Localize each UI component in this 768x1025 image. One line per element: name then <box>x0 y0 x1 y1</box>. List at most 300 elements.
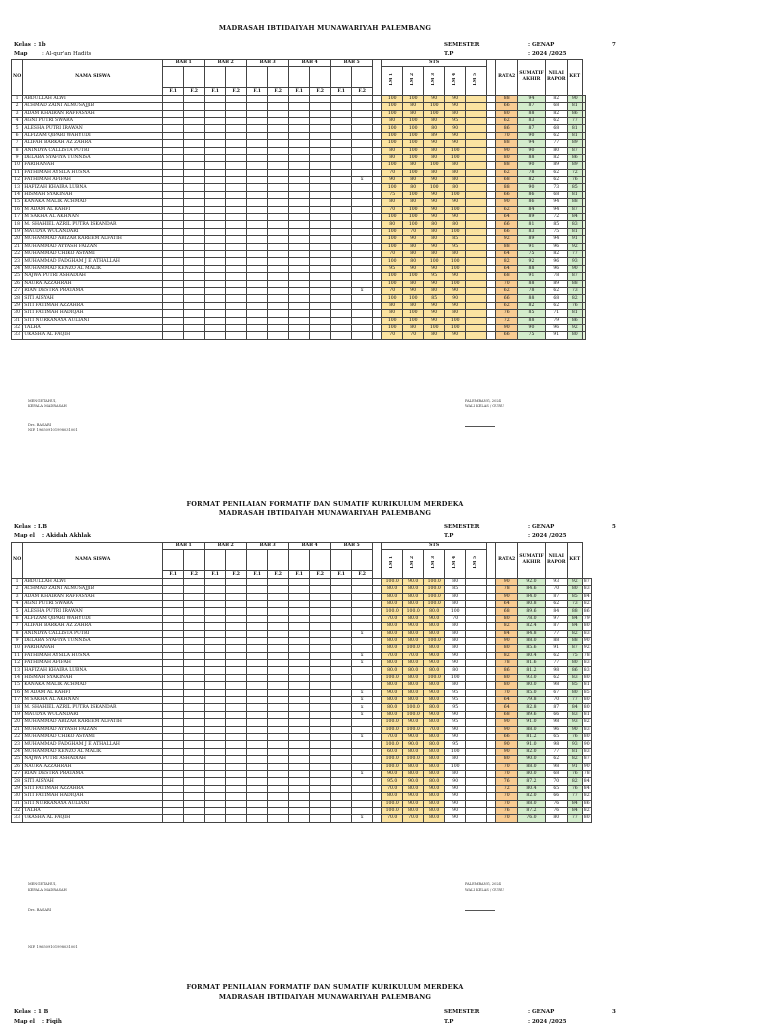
lm1-score: 100.0 <box>382 726 403 733</box>
table-row <box>12 578 592 585</box>
formatif-cell <box>268 258 289 265</box>
sts-score: 76 <box>496 310 518 317</box>
lm1-score: 70.0 <box>382 785 403 792</box>
lm4-score: 80 <box>445 162 466 169</box>
formatif-cell <box>310 206 331 213</box>
formatif-cell <box>247 310 268 317</box>
formatif-cell <box>289 228 310 235</box>
table-row <box>12 748 592 755</box>
table-row <box>12 302 586 309</box>
ket-cell: 82 <box>583 601 590 607</box>
lm3-score: 95 <box>424 273 445 280</box>
formatif-cell <box>247 206 268 213</box>
formatif-cell <box>184 228 205 235</box>
kelas-value: : 1 B <box>34 1009 49 1015</box>
lm1-score: 80.0 <box>382 586 403 593</box>
formatif-cell <box>163 645 184 652</box>
formatif-cell <box>247 637 268 644</box>
sheet-title: MADRASAH IBTIDAIYAH MUNAWARIYAH PALEMBANG <box>218 24 432 32</box>
lm3-score: 80 <box>424 147 445 154</box>
formatif-cell <box>226 324 247 331</box>
formatif-cell <box>331 206 352 213</box>
header-f1: F.1 <box>163 571 184 578</box>
formatif-cell <box>184 132 205 139</box>
formatif-cell <box>184 317 205 324</box>
semester-value: : GENAP <box>528 1009 555 1015</box>
formatif-cell <box>310 704 331 711</box>
formatif-cell <box>226 741 247 748</box>
ket-cell: 78 <box>583 771 590 777</box>
student-name: FARIHANAH <box>23 645 163 652</box>
formatif-cell <box>268 608 289 615</box>
lm4-score: 95 <box>445 243 466 250</box>
rata2-score: 82 <box>518 177 546 184</box>
table-row <box>12 645 592 652</box>
blank-cell <box>487 243 496 250</box>
header-lm-label: LM 5 <box>473 556 479 569</box>
formatif-cell <box>226 250 247 257</box>
rata2-score: 88.0 <box>518 763 546 770</box>
header-sts: STS <box>382 543 487 550</box>
header-no: NO <box>12 60 23 96</box>
formatif-cell <box>205 733 226 740</box>
blank-cell <box>487 295 496 302</box>
formatif-cell <box>310 689 331 696</box>
blank-cell <box>373 748 382 755</box>
sts-score: 66 <box>496 191 518 198</box>
row-number: 16 <box>12 689 23 696</box>
rata2-score: 87 <box>518 125 546 132</box>
rata2-score: 88 <box>518 154 546 161</box>
header-bab: BAB 3 <box>247 543 289 550</box>
formatif-cell <box>184 689 205 696</box>
formatif-cell <box>184 741 205 748</box>
sts-score: 64 <box>496 600 518 607</box>
sumatif-akhir-score: 62 <box>545 302 567 309</box>
row-number: 32 <box>12 807 23 814</box>
nilai-rapor-score: 84 <box>567 704 582 711</box>
formatif-cell <box>247 748 268 755</box>
sheet-subtitle: MADRASAH IBTIDAIYAH MUNAWARIYAH PALEMBANG <box>218 993 432 1001</box>
header-f2: F.2 <box>310 88 331 95</box>
lm3-score: 90 <box>424 280 445 287</box>
formatif-cell <box>331 295 352 302</box>
formatif-cell <box>331 748 352 755</box>
lm1-score: 80 <box>382 302 403 309</box>
formatif-cell <box>331 287 352 294</box>
formatif-cell <box>163 132 184 139</box>
rata2-score: 91 <box>518 273 546 280</box>
formatif-cell <box>289 295 310 302</box>
lm3-score: 100.0 <box>424 637 445 644</box>
formatif-cell <box>205 206 226 213</box>
lm4-score: 90 <box>445 103 466 110</box>
student-name: MAUDYA WULANDARI <box>23 228 163 235</box>
sumatif-akhir-score: 93 <box>545 578 567 585</box>
sumatif-akhir-score: 76 <box>545 807 567 814</box>
ket-cell: 83 <box>583 667 590 673</box>
formatif-cell <box>310 615 331 622</box>
kelas-label: Kelas <box>14 524 31 530</box>
lm4-score: 100 <box>445 258 466 265</box>
rata2-score: 82.8 <box>518 704 546 711</box>
formatif-cell <box>268 110 289 117</box>
formatif-cell <box>310 630 331 637</box>
formatif-cell <box>331 667 352 674</box>
remark-mark <box>352 608 373 615</box>
lm5-score <box>466 645 487 652</box>
blank-cell <box>487 199 496 206</box>
formatif-cell <box>331 184 352 191</box>
lm4-score: 80 <box>445 600 466 607</box>
student-name: M ADAM AL KAHFI <box>23 689 163 696</box>
lm2-score: 80.0 <box>403 697 424 704</box>
lm1-score: 80.0 <box>382 793 403 800</box>
rata2-score: 93.0 <box>518 674 546 681</box>
lm5-score <box>466 756 487 763</box>
formatif-cell <box>331 332 352 339</box>
lm1-score: 100.0 <box>382 800 403 807</box>
header-f2: F.2 <box>184 571 205 578</box>
lm2-score: 100 <box>403 310 424 317</box>
lm2-score: 100 <box>403 214 424 221</box>
student-name: SITI AISYAH <box>23 295 163 302</box>
blank-cell <box>487 623 496 630</box>
blank-cell <box>487 169 496 176</box>
lm1-score: 70.0 <box>382 733 403 740</box>
formatif-cell <box>226 95 247 102</box>
header-nama-siswa: NAMA SISWA <box>23 60 163 96</box>
row-number: 13 <box>12 184 23 191</box>
remark-mark <box>352 615 373 622</box>
header-lm-label: LM 1 <box>389 556 395 569</box>
formatif-cell <box>205 586 226 593</box>
table-row <box>12 310 586 317</box>
blank-cell <box>373 815 382 822</box>
header-bab-blank <box>184 550 205 571</box>
formatif-cell <box>163 206 184 213</box>
formatif-cell <box>247 711 268 718</box>
sign-right-bottom: WALI KELAS / GURU <box>465 888 504 892</box>
lm3-score: 80.0 <box>424 807 445 814</box>
formatif-cell <box>226 793 247 800</box>
formatif-cell <box>163 763 184 770</box>
formatif-cell <box>247 756 268 763</box>
lm5-score <box>466 258 487 265</box>
sts-score: 82 <box>496 652 518 659</box>
lm2-score: 80.0 <box>403 586 424 593</box>
rata2-score: 84.8 <box>518 630 546 637</box>
lm3-score: 80 <box>424 228 445 235</box>
formatif-cell <box>331 221 352 228</box>
formatif-cell <box>268 652 289 659</box>
sts-score: 72 <box>496 317 518 324</box>
rata2-score: 75 <box>518 332 546 339</box>
sumatif-akhir-score: 77 <box>545 748 567 755</box>
table-row <box>12 630 592 637</box>
formatif-cell <box>310 310 331 317</box>
formatif-cell <box>205 324 226 331</box>
formatif-cell <box>268 199 289 206</box>
formatif-cell <box>184 807 205 814</box>
header-bab-blank <box>310 550 331 571</box>
sumatif-akhir-score: 82 <box>545 95 567 102</box>
formatif-cell <box>163 697 184 704</box>
lm1-score: 100 <box>382 110 403 117</box>
sts-score: 92 <box>496 236 518 243</box>
student-name: ACHMAD ZAINI ALMUSAJJIB <box>23 103 163 110</box>
formatif-cell <box>310 191 331 198</box>
blank-cell <box>373 586 382 593</box>
semester-label: SEMESTER <box>444 1009 480 1015</box>
header-bab-blank <box>205 550 226 571</box>
formatif-cell <box>247 280 268 287</box>
sts-score: 82 <box>496 623 518 630</box>
blank-cell <box>373 287 382 294</box>
lm1-score: 100 <box>382 162 403 169</box>
nilai-rapor-score: 90 <box>567 95 582 102</box>
formatif-cell <box>226 103 247 110</box>
blank-cell <box>373 763 382 770</box>
remark-mark <box>352 600 373 607</box>
formatif-cell <box>184 147 205 154</box>
lm3-score: 90.0 <box>424 615 445 622</box>
student-name: ANINDYA CALLISTA PUTRI <box>23 630 163 637</box>
lm2-score: 100.0 <box>403 608 424 615</box>
formatif-cell <box>184 615 205 622</box>
student-name: ABDULLAH ALWI <box>23 95 163 102</box>
sts-score: 80 <box>496 674 518 681</box>
formatif-cell <box>268 184 289 191</box>
lm4-score: 80 <box>445 184 466 191</box>
formatif-cell <box>163 324 184 331</box>
formatif-cell <box>289 793 310 800</box>
lm5-score <box>466 280 487 287</box>
remark-mark: x <box>352 652 373 659</box>
lm5-score <box>466 154 487 161</box>
student-name: AGNI PUTRI SWARA <box>23 600 163 607</box>
nilai-rapor-score: 87 <box>567 273 582 280</box>
formatif-cell <box>289 302 310 309</box>
table-row <box>12 741 592 748</box>
row-number: 24 <box>12 265 23 272</box>
blank-cell <box>373 191 382 198</box>
formatif-cell <box>184 674 205 681</box>
formatif-cell <box>247 177 268 184</box>
blank-cell <box>487 682 496 689</box>
formatif-cell <box>226 154 247 161</box>
formatif-cell <box>310 258 331 265</box>
ket-cell: 84 <box>583 785 590 791</box>
student-name: HISMAH SYAKINAH <box>23 191 163 198</box>
sts-score: 90 <box>496 147 518 154</box>
formatif-cell <box>226 748 247 755</box>
header-bab-blank <box>247 550 268 571</box>
sheet-title: FORMAT PENILAIAN FORMATIF DAN SUMATIF KURIKULUM MERDEKA <box>186 983 464 991</box>
sts-score: 90 <box>496 741 518 748</box>
rata2-score: 76.0 <box>518 815 546 822</box>
lm3-score: 90 <box>424 243 445 250</box>
formatif-cell <box>289 258 310 265</box>
lm5-score <box>466 332 487 339</box>
lm1-score: 100 <box>382 132 403 139</box>
formatif-cell <box>310 719 331 726</box>
lm5-score <box>466 652 487 659</box>
lm5-score <box>466 697 487 704</box>
lm1-score: 95 <box>382 265 403 272</box>
rata2-score: 81.2 <box>518 733 546 740</box>
row-number: 30 <box>12 310 23 317</box>
formatif-cell <box>226 630 247 637</box>
kelas-label: Kelas <box>14 42 31 48</box>
row-number: 17 <box>12 214 23 221</box>
formatif-cell <box>310 265 331 272</box>
nilai-rapor-score: 90 <box>567 265 582 272</box>
row-number: 24 <box>12 748 23 755</box>
row-number: 30 <box>12 793 23 800</box>
blank-cell <box>487 600 496 607</box>
lm2-score: 100 <box>403 95 424 102</box>
remark-mark <box>352 280 373 287</box>
formatif-cell <box>268 302 289 309</box>
student-name: SITI NURKANAYA AULIANI <box>23 317 163 324</box>
lm4-score: 80 <box>445 221 466 228</box>
table-row <box>12 770 592 777</box>
formatif-cell <box>205 103 226 110</box>
lm1-score: 70 <box>382 332 403 339</box>
nilai-rapor-score: 87 <box>567 147 582 154</box>
lm2-score: 100 <box>403 154 424 161</box>
formatif-cell <box>226 763 247 770</box>
remark-mark: x <box>352 733 373 740</box>
mapel-label: Map el <box>14 1019 36 1025</box>
rata2-score: 90 <box>518 324 546 331</box>
formatif-cell <box>331 689 352 696</box>
blank-cell <box>373 600 382 607</box>
formatif-cell <box>205 162 226 169</box>
blank-cell <box>487 236 496 243</box>
rata2-score: 82 <box>518 302 546 309</box>
ket-cell: 83 <box>583 586 590 592</box>
ket-cell <box>582 295 585 302</box>
formatif-cell <box>310 637 331 644</box>
header-bab-blank <box>163 67 184 88</box>
lm1-score: 80.0 <box>382 697 403 704</box>
row-number: 17 <box>12 697 23 704</box>
formatif-cell <box>163 191 184 198</box>
remark-mark <box>352 184 373 191</box>
lm1-score: 80 <box>382 221 403 228</box>
lm1-score: 100.0 <box>382 674 403 681</box>
formatif-cell <box>205 674 226 681</box>
row-number: 3 <box>12 110 23 117</box>
header-sumatif-akhir: SUMATIF AKHIR <box>518 543 546 579</box>
lm1-score: 75 <box>382 191 403 198</box>
row-number: 31 <box>12 800 23 807</box>
formatif-cell <box>205 280 226 287</box>
rata2-score: 79.8 <box>518 697 546 704</box>
lm3-score: 80 <box>424 250 445 257</box>
formatif-cell <box>205 770 226 777</box>
formatif-cell <box>226 815 247 822</box>
rata2-score: 78 <box>518 169 546 176</box>
student-name: NAJWA PUTRI ASHADIAH <box>23 756 163 763</box>
lm3-score: 100 <box>424 110 445 117</box>
formatif-cell <box>205 741 226 748</box>
remark-mark <box>352 756 373 763</box>
formatif-cell <box>289 807 310 814</box>
lm5-score <box>466 117 487 124</box>
lm2-score: 80.0 <box>403 689 424 696</box>
lm2-score: 80.0 <box>403 763 424 770</box>
row-number: 15 <box>12 199 23 206</box>
formatif-cell <box>268 287 289 294</box>
formatif-cell <box>289 711 310 718</box>
formatif-cell <box>331 726 352 733</box>
formatif-cell <box>247 317 268 324</box>
formatif-cell <box>268 719 289 726</box>
formatif-cell <box>226 593 247 600</box>
nilai-rapor-score: 76 <box>567 733 582 740</box>
sumatif-akhir-score: 65 <box>545 733 567 740</box>
formatif-cell <box>247 704 268 711</box>
remark-mark <box>352 206 373 213</box>
header-rata2: RATA2 <box>496 60 518 96</box>
ket-cell: 92 <box>583 645 590 651</box>
nilai-rapor-score: 75 <box>567 652 582 659</box>
formatif-cell <box>331 630 352 637</box>
lm3-score: 70.0 <box>424 726 445 733</box>
tp-label: T.P <box>444 51 454 57</box>
ket-cell: 80 <box>583 734 590 740</box>
lm5-score <box>466 608 487 615</box>
formatif-cell <box>289 214 310 221</box>
formatif-cell <box>289 273 310 280</box>
lm5-score <box>466 221 487 228</box>
student-name: MAUDYA WULANDARI <box>23 711 163 718</box>
header-lm <box>445 550 466 578</box>
formatif-cell <box>184 748 205 755</box>
sumatif-akhir-score: 73 <box>545 184 567 191</box>
lm5-score <box>466 162 487 169</box>
remark-mark <box>352 243 373 250</box>
sts-score: 86 <box>496 125 518 132</box>
lm2-score: 70 <box>403 228 424 235</box>
lm5-score <box>466 763 487 770</box>
formatif-cell <box>163 236 184 243</box>
remark-mark: x <box>352 704 373 711</box>
ket-cell <box>582 162 585 169</box>
formatif-cell <box>268 674 289 681</box>
ket-cell <box>582 265 585 272</box>
formatif-cell <box>331 154 352 161</box>
rata2-score: 91.0 <box>518 741 546 748</box>
blank-cell <box>373 206 382 213</box>
rata2-score: 89.6 <box>518 608 546 615</box>
formatif-cell <box>247 815 268 822</box>
formatif-cell <box>268 645 289 652</box>
formatif-cell <box>247 162 268 169</box>
formatif-cell <box>205 265 226 272</box>
lm1-score: 70 <box>382 206 403 213</box>
lm2-score: 100.0 <box>403 711 424 718</box>
sts-score: 70 <box>496 689 518 696</box>
rata2-score: 78 <box>518 287 546 294</box>
formatif-cell <box>205 154 226 161</box>
blank-cell <box>373 110 382 117</box>
formatif-cell <box>289 586 310 593</box>
formatif-cell <box>268 125 289 132</box>
